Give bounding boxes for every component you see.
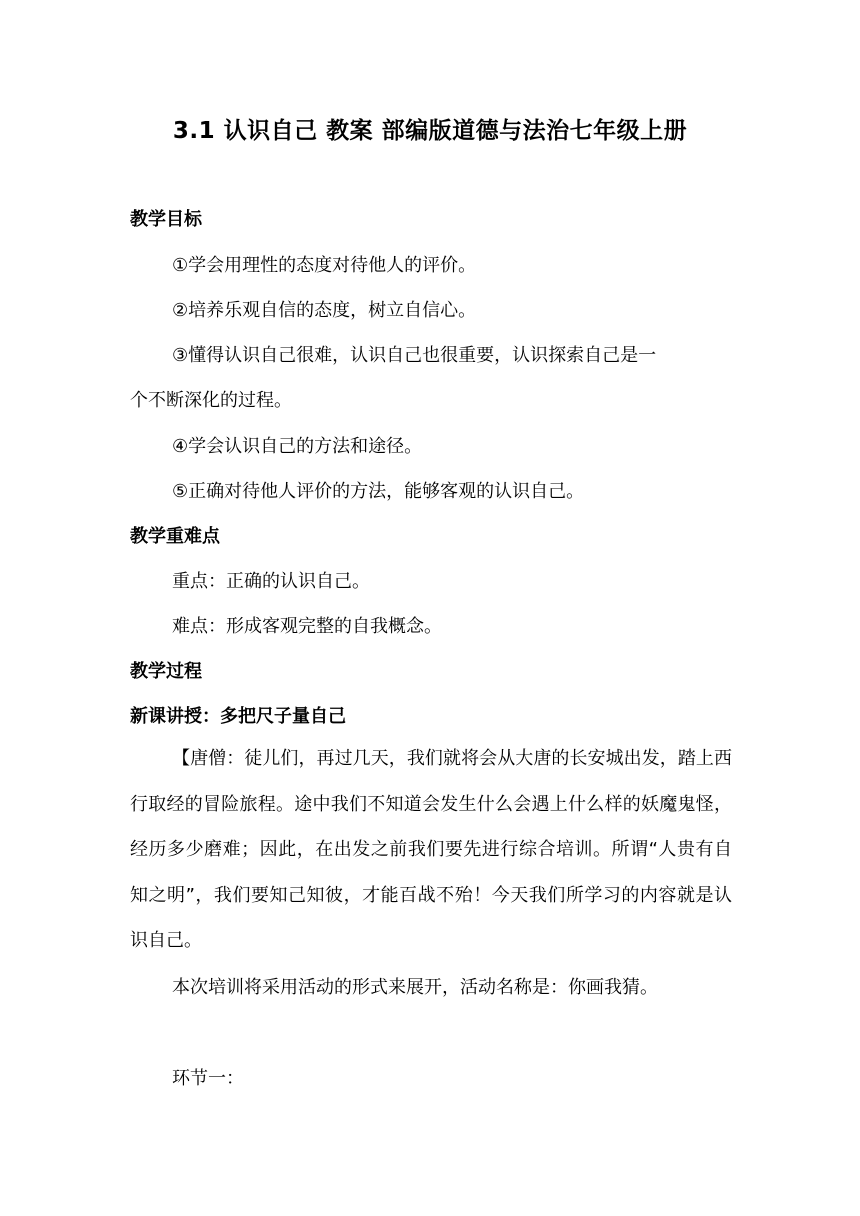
section-one-label: 环节一： (172, 1068, 244, 1089)
objective-item-3-line-1: ③懂得认识自己很难，认识自己也很重要，认识探索自己是一 (172, 345, 657, 366)
document-title: 3.1 认识自己 教案 部编版道德与法治七年级上册 (172, 118, 688, 144)
process-heading: 教学过程 (130, 661, 202, 682)
objectives-heading: 教学目标 (130, 209, 202, 230)
tang-monk-paragraph: 【唐僧：徒儿们，再过几天，我们就将会从大唐的长安城出发，踏上西行取经的冒险旅程。途中我们不知道会发生什么会遇上什么样的妖魔鬼怪，经历多少磨难；因此，在出发之前我们要先进行综合培训。所谓“人贵有自知之明”，我们要知己知彼，才能百战不殆！今天我们所学习的内容就是认识自己。 (130, 748, 732, 951)
objective-item-3-line-2: 个不断深化的过程。 (130, 390, 292, 411)
new-lesson-subheading: 新课讲授：多把尺子量自己 (130, 706, 346, 727)
objective-item-1: ①学会用理性的态度对待他人的评价。 (172, 255, 477, 276)
objective-item-2: ②培养乐观自信的态度，树立自信心。 (172, 300, 477, 321)
key-point-difficulty: 难点：形成客观完整的自我概念。 (172, 616, 442, 637)
activity-intro-paragraph: 本次培训将采用活动的形式来展开，活动名称是：你画我猜。 (172, 977, 658, 998)
objective-item-5: ⑤正确对待他人评价的方法，能够客观的认识自己。 (172, 481, 585, 502)
objective-item-4: ④学会认识自己的方法和途径。 (172, 436, 423, 457)
key-points-heading: 教学重难点 (130, 526, 220, 547)
key-point-focus: 重点：正确的认识自己。 (172, 571, 370, 592)
